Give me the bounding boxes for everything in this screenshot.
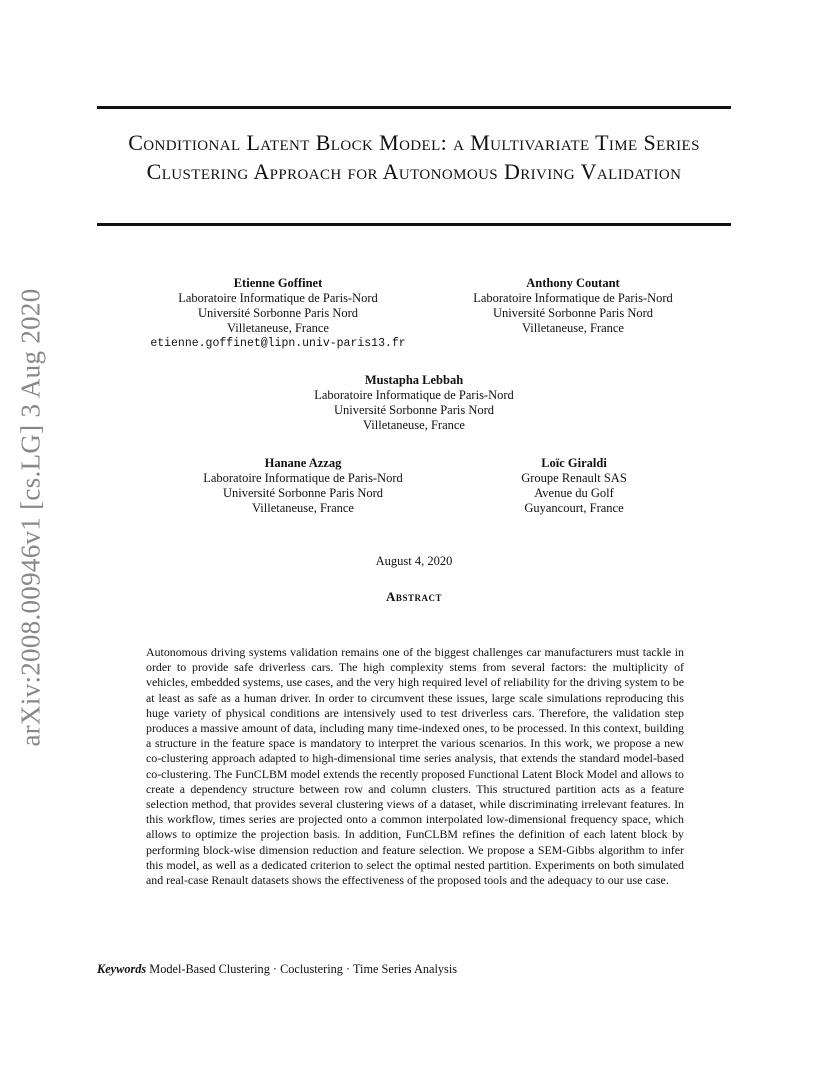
author-affiliation-line: Laboratoire Informatique de Paris-Nord	[473, 291, 673, 305]
author-block	[443, 276, 703, 336]
keywords-text: Model-Based Clustering · Coclustering · Time Series Analysis	[149, 962, 458, 976]
paper-title: Conditional Latent Block Model: a Multivariate Time Series Clustering Approach for Autonomous Driving Validation	[128, 130, 700, 184]
author-affiliation-line: Guyancourt, France	[524, 501, 624, 515]
author-name: Loïc Giraldi	[541, 456, 607, 470]
author-affiliation-line: Villetaneuse, France	[252, 501, 354, 515]
author-block	[173, 456, 433, 516]
author-affiliation-line: Villetaneuse, France	[363, 418, 465, 432]
author-affiliation-line: Groupe Renault SAS	[521, 471, 627, 485]
author-affiliation-line: Villetaneuse, France	[227, 321, 329, 335]
author-name: Etienne Goffinet	[233, 276, 323, 290]
author-block	[444, 456, 704, 516]
title-rule-top	[97, 106, 731, 109]
author-affiliation-line: Université Sorbonne Paris Nord	[197, 306, 359, 320]
keywords-label: Keywords	[97, 962, 147, 976]
keywords-line	[97, 962, 731, 977]
author-affiliation-line: Laboratoire Informatique de Paris-Nord	[203, 471, 403, 485]
author-affiliation-line: Laboratoire Informatique de Paris-Nord	[178, 291, 378, 305]
author-block	[138, 276, 418, 351]
author-affiliation-line: Université Sorbonne Paris Nord	[492, 306, 654, 320]
title-rule-bottom	[97, 223, 731, 226]
author-email[interactable]: etienne.goffinet@lipn.univ-paris13.fr	[150, 337, 406, 350]
author-affiliation-line: Villetaneuse, France	[522, 321, 624, 335]
author-name: Hanane Azzag	[264, 456, 342, 470]
abstract-body: Autonomous driving systems validation remains one of the biggest challenges car manufacturers must tackle in order to provide safe driverless cars. The high complexity stems from several factors: the multiplicity of vehicles, embedded systems, use cases, and the very high required level of reliability for the driving system to be at least as safe as a human driver. In order to circumvent these issues, large scale simulations reproducing this huge variety of physical conditions are intensively used to test driverless cars. Therefore, the validation step produces a massive amount of data, including many time-indexed ones, to be processed. In this context, building a structure in the feature space is mandatory to interpret the various scenarios. In this work, we propose a new co-clustering approach adapted to high-dimensional time series analysis, that extends the standard model-based co-clustering. The FunCLBM model extends the recently proposed Functional Latent Block Model and allows to create a dependency structure between row and column clusters. This structured partition acts as a feature selection method, that provides several clustering views of a dataset, while discriminating irrelevant features. In this workflow, times series are projected onto a common interpolated low-dimensional frequency space, which allows to optimize the projection basis. In addition, FunCLBM refines the definition of each latent block by performing block-wise dimension reduction and feature selection. We propose a SEM-Gibbs algorithm to infer this model, as well as a dedicated criterion to select the optimal nested partition. Experiments on both simulated and real-case Renault datasets shows the effectiveness of the proposed tools and the adequacy to our use case.	[146, 645, 684, 888]
author-block	[284, 373, 544, 433]
author-affiliation-line: Université Sorbonne Paris Nord	[222, 486, 384, 500]
author-affiliation-line: Avenue du Golf	[534, 486, 614, 500]
arxiv-stamp	[8, 288, 54, 746]
arxiv-stamp-text: arXiv:2008.00946v1 [cs.LG] 3 Aug 2020	[15, 287, 46, 747]
author-affiliation-line: Laboratoire Informatique de Paris-Nord	[314, 388, 514, 402]
author-name: Anthony Coutant	[526, 276, 620, 290]
abstract-heading: Abstract	[386, 589, 442, 604]
paper-date: August 4, 2020	[375, 554, 453, 568]
author-name: Mustapha Lebbah	[364, 373, 464, 387]
author-affiliation-line: Université Sorbonne Paris Nord	[333, 403, 495, 417]
